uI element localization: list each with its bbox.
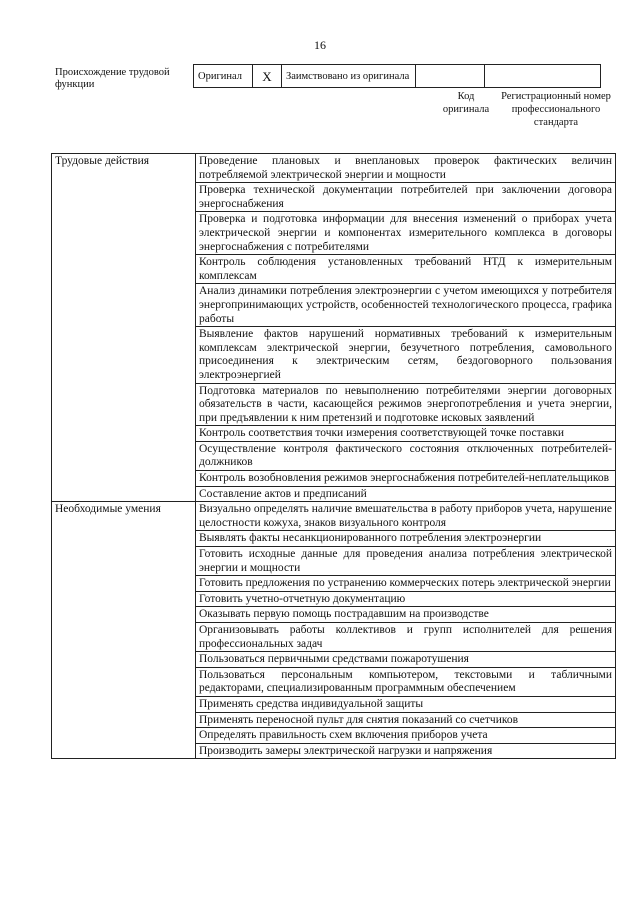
- required-skills-item: Определять правильность схем включения приборов учета: [196, 728, 616, 744]
- original-mark: X: [253, 65, 282, 88]
- required-skills-row: [52, 502, 616, 531]
- required-skills-label: Необходимые умения: [52, 502, 196, 759]
- required-skills-item: Применять переносной пульт для снятия показаний со счетчиков: [196, 712, 616, 728]
- labor-actions-item: Составление актов и предписаний: [196, 486, 616, 502]
- required-skills-item: Производить замеры электрической нагрузки и напряжения: [196, 743, 616, 759]
- labor-actions-item: Контроль соответствия точки измерения соответствующей точке поставки: [196, 426, 616, 442]
- required-skills-item: Оказывать первую помощь пострадавшим на производстве: [196, 607, 616, 623]
- required-skills-item: Организовывать работы коллективов и групп исполнителей для решения профессиональных задач: [196, 623, 616, 652]
- labor-actions-item: Выявление фактов нарушений нормативных требований к измерительным комплексам электрической энергии, безучетного потребления, самовольного присоединения к электрическим сетям, бездоговорного пользования электроэнергией: [196, 327, 616, 383]
- required-skills-item: Применять средства индивидуальной защиты: [196, 696, 616, 712]
- labor-actions-item: Анализ динамики потребления электроэнергии с учетом имеющихся у потребителя энергопринимающих устройств, особенностей технологического процесса, графика работы: [196, 284, 616, 327]
- origin-table: [193, 64, 601, 88]
- required-skills-item: Пользоваться персональным компьютером, текстовыми и табличными редакторами, специализированным программным обеспечением: [196, 667, 616, 696]
- labor-actions-item: Проведение плановых и внеплановых проверок фактических величин потребляемой электрической энергии и мощности: [196, 154, 616, 183]
- origin-label: Происхождение трудовой функции: [55, 67, 170, 90]
- required-skills-item: Визуально определять наличие вмешательства в работу приборов учета, нарушение целостности кожуха, знаков визуального контроля: [196, 502, 616, 531]
- labor-actions-item: Проверка и подготовка информации для внесения изменений о приборах учета электрической энергии и компонентах измерительного комплекса в договоры энергоснабжения с потребителями: [196, 212, 616, 255]
- labor-actions-item: Подготовка материалов по невыполнению потребителями энергии договорных обязательств в части, касающейся режимов энергопотребления и учета энергии, при предъявлении к ним претензий и подготовке исковых заявлений: [196, 383, 616, 426]
- labor-actions-item: Контроль возобновления режимов энергоснабжения потребителей-неплательщиков: [196, 471, 616, 487]
- page-number: 16: [314, 38, 326, 52]
- labor-actions-item: Осуществление контроля фактического состояния отключенных потребителей-должников: [196, 441, 616, 470]
- borrowed-cell: Заимствовано из оригинала: [282, 65, 416, 88]
- required-skills-item: Пользоваться первичными средствами пожаротушения: [196, 652, 616, 668]
- labor-actions-item: Проверка технической документации потребителей при заключении договора энергоснабжения: [196, 183, 616, 212]
- code-cell: [416, 65, 485, 88]
- original-cell: Оригинал: [194, 65, 253, 88]
- required-skills-item: Готовить учетно-отчетную документацию: [196, 591, 616, 607]
- labor-actions-row: [52, 154, 616, 183]
- required-skills-item: Готовить исходные данные для проведения анализа потребления электрической энергии и мощности: [196, 547, 616, 576]
- required-skills-item: Готовить предложения по устранению коммерческих потерь электрической энергии: [196, 576, 616, 592]
- labor-actions-label: Трудовые действия: [52, 154, 196, 502]
- function-table: [51, 153, 616, 759]
- reg-number-caption: Регистрационный номер профессионального стандарта: [501, 91, 611, 128]
- required-skills-item: Выявлять факты несанкционированного потребления электроэнергии: [196, 531, 616, 547]
- labor-actions-item: Контроль соблюдения установленных требований НТД к измерительным комплексам: [196, 255, 616, 284]
- code-caption: Код оригинала: [442, 91, 490, 115]
- reg-number-cell: [485, 65, 601, 88]
